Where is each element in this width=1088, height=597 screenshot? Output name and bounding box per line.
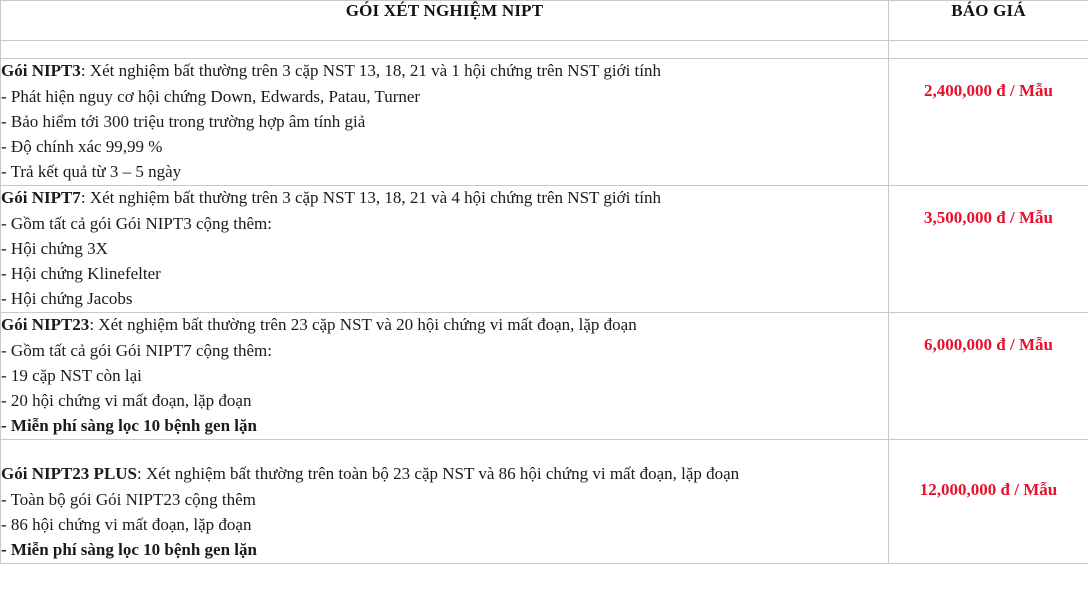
package-title: Gói NIPT7 bbox=[1, 187, 81, 207]
column-header-package: GÓI XÉT NGHIỆM NIPT bbox=[1, 1, 889, 41]
package-bullet: - Gồm tất cả gói Gói NIPT7 cộng thêm: bbox=[1, 340, 273, 360]
package-bullet: - Bảo hiểm tới 300 triệu trong trường hợp âm tính giả bbox=[1, 111, 366, 131]
table-row bbox=[1, 185, 1088, 312]
spacer-cell-price bbox=[889, 41, 1088, 59]
package-bullet: - Phát hiện nguy cơ hội chứng Down, Edwards, Patau, Turner bbox=[1, 86, 421, 106]
package-title: Gói NIPT3 bbox=[1, 61, 81, 80]
table-row bbox=[1, 439, 1088, 563]
package-title: Gói NIPT23 bbox=[1, 314, 90, 334]
package-cell bbox=[1, 185, 889, 312]
spacer-cell-package bbox=[1, 41, 889, 59]
package-bullet: - Miễn phí sàng lọc 10 bệnh gen lặn bbox=[1, 415, 257, 435]
price-cell bbox=[889, 185, 1088, 312]
package-cell bbox=[1, 59, 889, 186]
price-value: 2,400,000 đ / Mẫu bbox=[924, 81, 1053, 100]
package-bullet: - 20 hội chứng vi mất đoạn, lặp đoạn bbox=[1, 390, 252, 410]
price-cell bbox=[889, 312, 1088, 439]
package-title: Gói NIPT23 PLUS bbox=[1, 463, 138, 483]
price-value: 6,000,000 đ / Mẫu bbox=[924, 334, 1053, 354]
column-header-price: BÁO GIÁ bbox=[889, 1, 1088, 41]
package-title-rest: : Xét nghiệm bất thường trên 23 cặp NST và 20 hội chứng vi mất đoạn, lặp đoạn bbox=[89, 314, 637, 334]
package-cell bbox=[1, 439, 889, 563]
package-title-rest: : Xét nghiệm bất thường trên 3 cặp NST 13, 18, 21 và 4 hội chứng trên NST giới tính bbox=[80, 187, 661, 207]
price-cell bbox=[889, 59, 1088, 186]
table-header-row bbox=[1, 1, 1088, 41]
package-bullet: - 86 hội chứng vi mất đoạn, lặp đoạn bbox=[1, 514, 252, 534]
package-bullet: - Gồm tất cả gói Gói NIPT3 cộng thêm: bbox=[1, 213, 273, 233]
package-title-rest: : Xét nghiệm bất thường trên toàn bộ 23 cặp NST và 86 hội chứng vi mất đoạn, lặp đoạn bbox=[137, 463, 740, 483]
package-bullet: - Miễn phí sàng lọc 10 bệnh gen lặn bbox=[1, 539, 257, 559]
table-row bbox=[1, 312, 1088, 439]
package-cell bbox=[1, 312, 889, 439]
spacer-row bbox=[1, 41, 1088, 59]
package-headline bbox=[1, 186, 888, 211]
table-row bbox=[1, 59, 1088, 186]
package-headline bbox=[1, 59, 888, 84]
price-value: 3,500,000 đ / Mẫu bbox=[924, 207, 1053, 227]
package-bullet: - 19 cặp NST còn lại bbox=[1, 365, 142, 385]
package-bullet: - Độ chính xác 99,99 % bbox=[1, 136, 163, 156]
package-bullet: - Hội chứng Klinefelter bbox=[1, 263, 161, 283]
package-headline bbox=[1, 313, 888, 338]
package-bullet: - Toàn bộ gói Gói NIPT23 cộng thêm bbox=[1, 489, 256, 509]
package-bullet: - Hội chứng 3X bbox=[1, 238, 108, 258]
package-title-rest: : Xét nghiệm bất thường trên 3 cặp NST 13, 18, 21 và 1 hội chứng trên NST giới tính bbox=[80, 61, 661, 80]
price-value: 12,000,000 đ / Mẫu bbox=[919, 479, 1058, 499]
package-bullet: - Trả kết quả từ 3 – 5 ngày bbox=[1, 161, 182, 181]
package-bullet: - Hội chứng Jacobs bbox=[1, 288, 133, 308]
price-cell bbox=[889, 439, 1088, 563]
package-headline bbox=[1, 440, 888, 487]
